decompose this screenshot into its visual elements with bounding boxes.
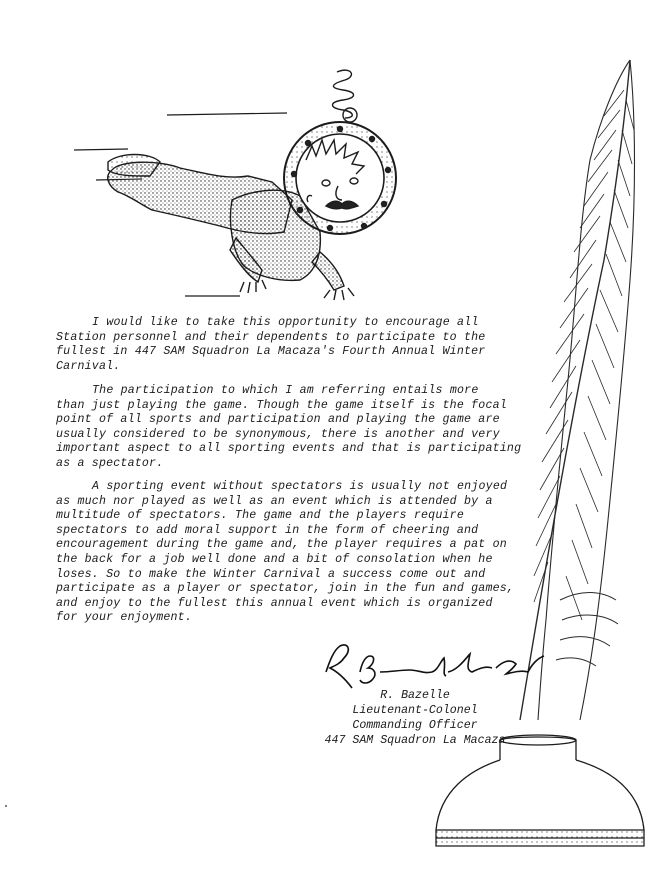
text-line: fullest in 447 SAM Squadron La Macaza's Fourth Annual Winter (56, 345, 486, 359)
text-line: multitude of spectators. The game and the players require (56, 509, 464, 523)
text-line: than just playing the game. Though the game itself is the focal (56, 398, 507, 412)
text-line: usually considered to be synonymous, there is another and very (56, 427, 500, 441)
paragraph-spectators (56, 480, 546, 626)
text-line: important aspect to all sporting events and that is participating (56, 442, 522, 456)
paragraph-participation (56, 384, 546, 472)
text-line: for your enjoyment. (56, 611, 192, 625)
text-line: as much nor played as well as an event which is attended by a (56, 494, 493, 508)
text-line: the back for a job well done and a bit of consolation when he (56, 552, 493, 566)
text-line: as a spectator. (56, 456, 164, 470)
paragraph-intro (56, 316, 546, 374)
text-line: loses. So to make the Winter Carnival a success come out and (56, 567, 486, 581)
signatory-unit: 447 SAM Squadron La Macaza (324, 734, 506, 747)
signatory-rank: Lieutenant-Colonel (352, 704, 478, 717)
text-line: spectators to add moral support in the form of cheering and (56, 523, 479, 537)
text-line: Station personnel and their dependents to participate to the (56, 330, 486, 344)
text-line: A sporting event without spectators is usually not enjoyed (92, 480, 508, 493)
inkwell-illustration (436, 735, 644, 846)
text-line: encouragement during the game and, the player requires a pat on (56, 538, 507, 552)
handwritten-signature (326, 645, 544, 688)
text-line: participate as a player or spectator, join in the fun and games, (56, 582, 515, 596)
text-line: point of all sports and participation and playing the game are (56, 413, 500, 427)
text-line: and enjoy to the fullest this annual event which is organized (56, 596, 493, 610)
text-line: Carnival. (56, 359, 121, 373)
stray-mark (5, 805, 7, 807)
signature-block (310, 688, 520, 748)
astronaut-cartoon-illustration (74, 70, 396, 300)
text-line: I would like to take this opportunity to encourage all (92, 316, 479, 329)
signatory-name: R. Bazelle (380, 689, 450, 702)
text-line: The participation to which I am referring entails more (92, 384, 479, 397)
signatory-title: Commanding Officer (352, 719, 478, 732)
